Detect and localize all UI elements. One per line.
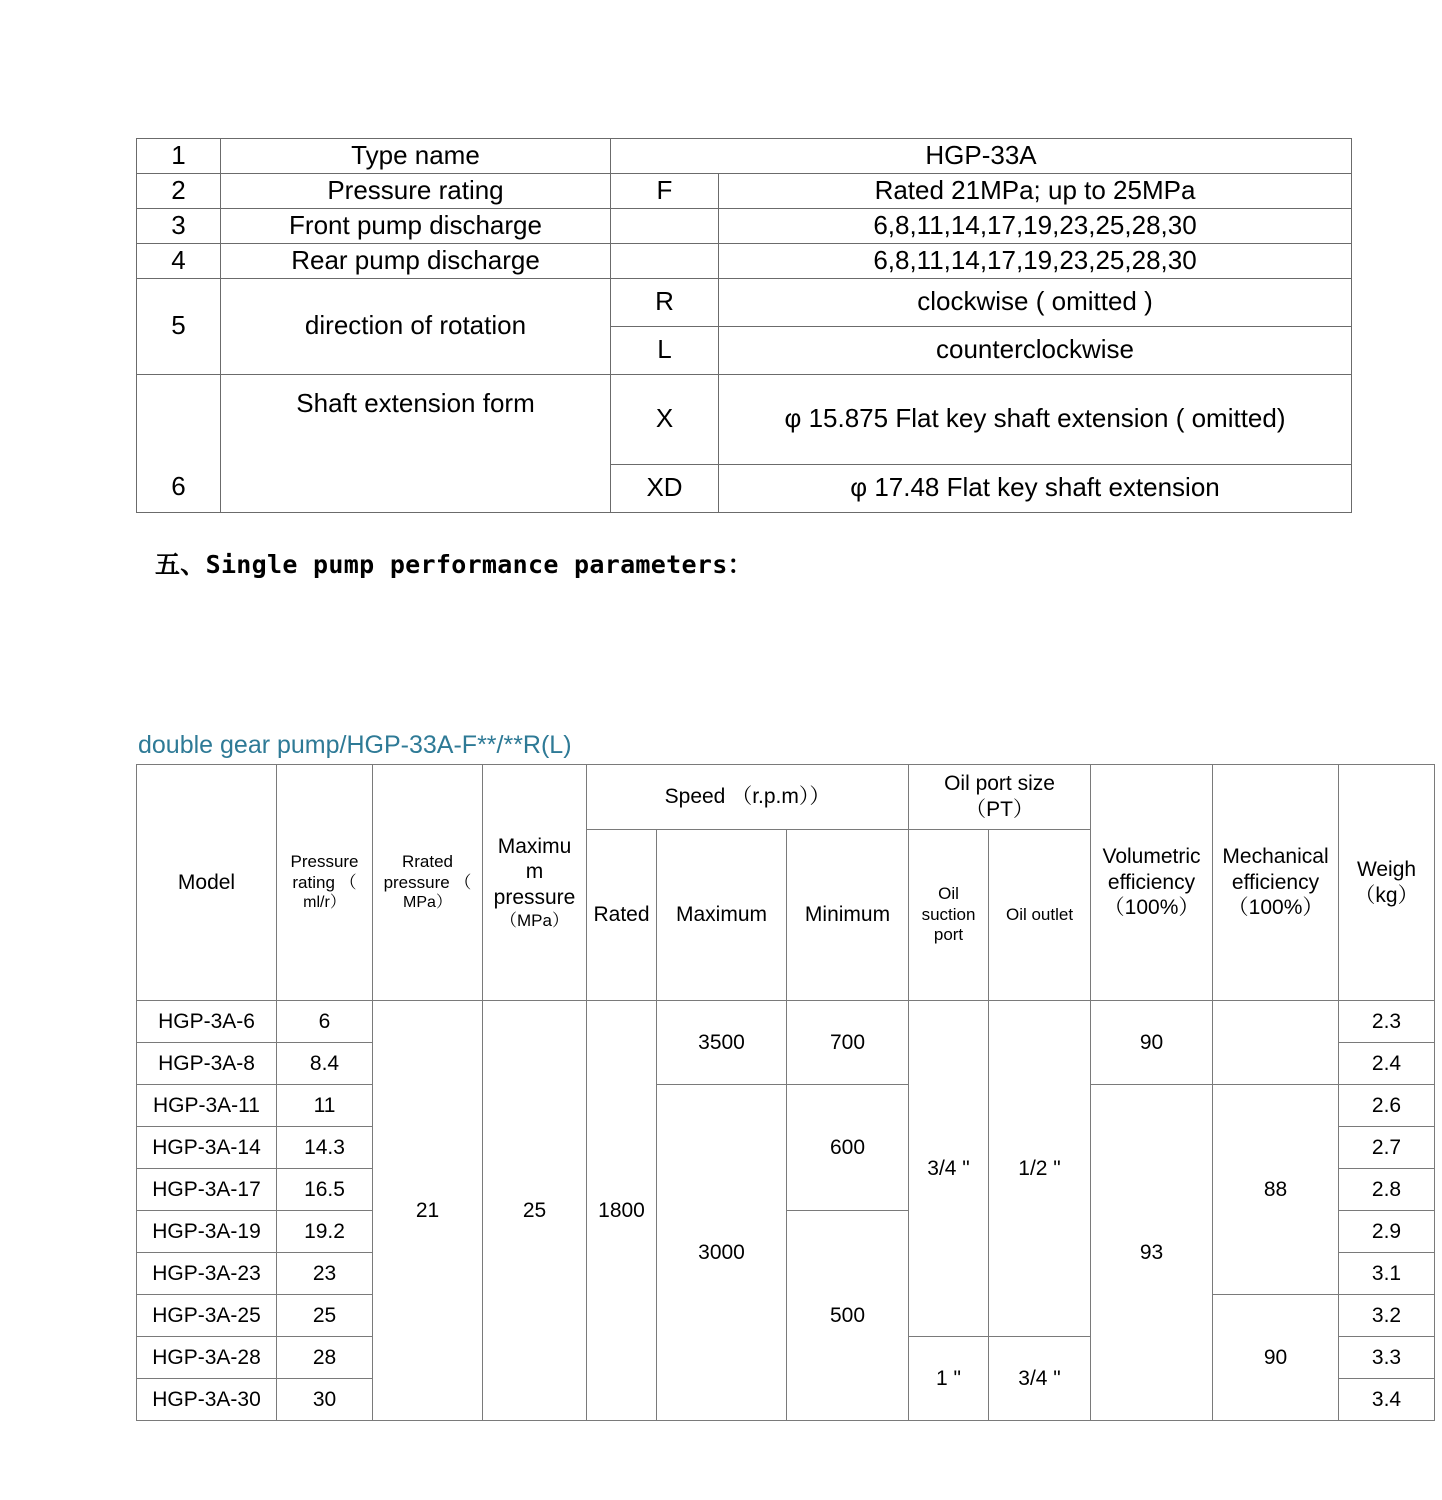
cell-pressure-rating: 25 [277, 1295, 373, 1337]
perf-table-caption: double gear pump/HGP-33A-F**/**R(L) [138, 731, 572, 759]
row-index: 2 [137, 173, 221, 208]
cell-model: HGP-3A-19 [137, 1211, 277, 1253]
header-unit: MPa） [403, 894, 452, 912]
cell-weight: 3.4 [1339, 1379, 1435, 1421]
cell-volumetric-efficiency: 93 [1091, 1085, 1213, 1421]
cell-mechanical-efficiency: 90 [1213, 1295, 1339, 1421]
col-header-model: Model [137, 765, 277, 1001]
cell-weight: 2.4 [1339, 1043, 1435, 1085]
row-index: 1 [137, 139, 221, 174]
col-header-oil-outlet: Oil outlet [989, 830, 1091, 1001]
header-line: efficiency [1231, 870, 1320, 894]
header-unit: （MPa） [500, 910, 569, 930]
row-label: Type name [221, 139, 611, 174]
cell-speed-minimum: 700 [787, 1001, 909, 1085]
col-header-weight [1339, 765, 1435, 1001]
cell-model: HGP-3A-6 [137, 1001, 277, 1043]
header-line: Maximu [497, 834, 572, 858]
cell-model: HGP-3A-8 [137, 1043, 277, 1085]
cell-weight: 2.9 [1339, 1211, 1435, 1253]
table-header-row [137, 765, 1435, 830]
header-line: port [933, 925, 964, 945]
cell-pressure-rating: 19.2 [277, 1211, 373, 1253]
section-heading: 五、Single pump performance parameters： [155, 550, 753, 579]
cell-weight: 3.1 [1339, 1253, 1435, 1295]
row-label: Shaft extension form [221, 374, 611, 512]
cell-pressure-rating: 8.4 [277, 1043, 373, 1085]
row-value: Rated 21MPa; up to 25MPa [719, 173, 1352, 208]
col-header-speed-maximum: Maximum [657, 830, 787, 1001]
cell-model: HGP-3A-30 [137, 1379, 277, 1421]
col-header-speed-minimum: Minimum [787, 830, 909, 1001]
cell-speed-maximum: 3500 [657, 1001, 787, 1085]
cell-weight: 2.6 [1339, 1085, 1435, 1127]
col-header-speed-rated: Rated [587, 830, 657, 1001]
row-value: φ 15.875 Flat key shaft extension ( omitted) [719, 374, 1352, 464]
row-label: Rear pump discharge [221, 243, 611, 278]
cell-oil-outlet: 3/4 " [989, 1337, 1091, 1421]
cell-model: HGP-3A-11 [137, 1085, 277, 1127]
cell-model: HGP-3A-25 [137, 1295, 277, 1337]
col-header-oil-port-group [909, 765, 1091, 830]
header-line: Weigh [1356, 857, 1417, 881]
row-value: counterclockwise [719, 326, 1352, 374]
row-value: 6,8,11,14,17,19,23,25,28,30 [719, 243, 1352, 278]
header-unit: （PT） [965, 798, 1034, 821]
cell-pressure-rating: 16.5 [277, 1169, 373, 1211]
cell-pressure-rating: 11 [277, 1085, 373, 1127]
table-row [137, 208, 1352, 243]
header-line: Oil port size [944, 772, 1055, 796]
cell-speed-minimum: 500 [787, 1211, 909, 1421]
row-value: clockwise ( omitted ) [719, 278, 1352, 326]
cell-speed-maximum: 3000 [657, 1085, 787, 1421]
table-row [137, 243, 1352, 278]
model-code-table-container [136, 138, 1352, 513]
cell-weight: 3.2 [1339, 1295, 1435, 1337]
header-unit: （100%） [1103, 896, 1200, 920]
row-index: 5 [137, 278, 221, 374]
performance-table [136, 764, 1435, 1421]
header-line: rating （ [292, 872, 357, 892]
cell-oil-outlet: 1/2 " [989, 1001, 1091, 1337]
cell-model: HGP-3A-17 [137, 1169, 277, 1211]
cell-pressure-rating: 28 [277, 1337, 373, 1379]
col-header-oil-suction-port [909, 830, 989, 1001]
table-row [137, 139, 1352, 174]
col-header-pressure-rating [277, 765, 373, 1001]
row-label: Pressure rating [221, 173, 611, 208]
header-line: pressure （ [383, 872, 472, 892]
cell-weight: 2.3 [1339, 1001, 1435, 1043]
row-code [611, 208, 719, 243]
col-header-mechanical-efficiency [1213, 765, 1339, 1001]
cell-rated-pressure: 21 [373, 1001, 483, 1421]
cell-model: HGP-3A-23 [137, 1253, 277, 1295]
table-row [137, 173, 1352, 208]
header-line: Volumetric [1102, 845, 1201, 869]
row-value: 6,8,11,14,17,19,23,25,28,30 [719, 208, 1352, 243]
col-header-rated-pressure [373, 765, 483, 1001]
row-code: R [611, 278, 719, 326]
table-row [137, 1001, 1435, 1043]
header-unit: （100%） [1227, 896, 1324, 920]
cell-pressure-rating: 14.3 [277, 1127, 373, 1169]
cell-speed-rated: 1800 [587, 1001, 657, 1421]
cell-model: HGP-3A-28 [137, 1337, 277, 1379]
row-code: X [611, 374, 719, 464]
table-row [137, 278, 1352, 326]
cell-weight: 2.7 [1339, 1127, 1435, 1169]
cell-oil-suction-port: 3/4 " [909, 1001, 989, 1337]
cell-pressure-rating: 30 [277, 1379, 373, 1421]
row-index: 3 [137, 208, 221, 243]
cell-pressure-rating: 6 [277, 1001, 373, 1043]
cell-weight: 2.8 [1339, 1169, 1435, 1211]
cell-max-pressure: 25 [483, 1001, 587, 1421]
header-unit: （kg） [1354, 883, 1419, 907]
performance-table-container [136, 764, 1420, 1421]
cell-mechanical-efficiency: 88 [1213, 1085, 1339, 1295]
header-line: Mechanical [1222, 845, 1329, 869]
cell-oil-suction-port: 1 " [909, 1337, 989, 1421]
row-index: 4 [137, 243, 221, 278]
header-line: efficiency [1107, 870, 1196, 894]
header-line: Oil [938, 883, 959, 903]
row-label: Front pump discharge [221, 208, 611, 243]
col-header-max-pressure [483, 765, 587, 1001]
model-code-table [136, 138, 1352, 513]
row-value: φ 17.48 Flat key shaft extension [719, 464, 1352, 512]
header-line: suction [921, 904, 976, 924]
header-line: pressure [493, 885, 576, 909]
table-row [137, 1085, 1435, 1127]
header-line: Rrated [401, 852, 454, 871]
cell-mechanical-efficiency [1213, 1001, 1339, 1085]
cell-volumetric-efficiency: 90 [1091, 1001, 1213, 1085]
header-line: m [525, 860, 544, 884]
cell-model: HGP-3A-14 [137, 1127, 277, 1169]
cell-speed-minimum: 600 [787, 1085, 909, 1211]
header-unit: ml/r） [303, 894, 346, 912]
row-value: HGP-33A [611, 139, 1352, 174]
cell-weight: 3.3 [1339, 1337, 1435, 1379]
header-line: Pressure [290, 852, 359, 871]
col-header-volumetric-efficiency [1091, 765, 1213, 1001]
table-row [137, 374, 1352, 464]
row-index: 6 [137, 374, 221, 512]
row-code: L [611, 326, 719, 374]
col-header-speed-group: Speed （r.p.m）） [587, 765, 909, 830]
row-label: direction of rotation [221, 278, 611, 374]
cell-pressure-rating: 23 [277, 1253, 373, 1295]
row-code: F [611, 173, 719, 208]
row-code: XD [611, 464, 719, 512]
row-code [611, 243, 719, 278]
